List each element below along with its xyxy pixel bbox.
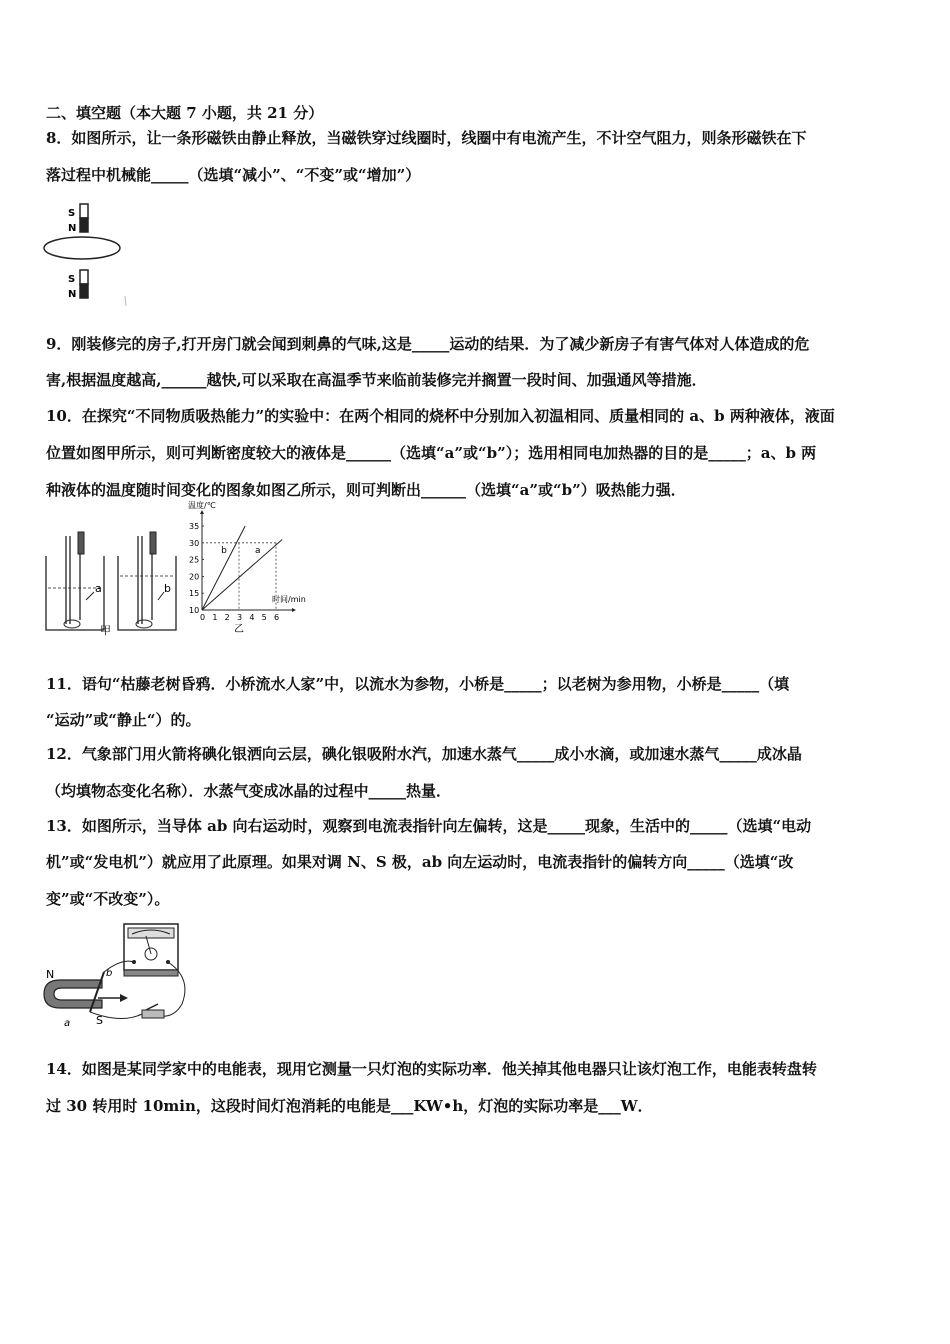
series-line-a: [202, 539, 282, 610]
magnet-bottom-n-label: N: [68, 289, 77, 300]
y-tick-label: 10: [189, 606, 200, 615]
question-8-line-2: 落过程中机械能_____（选填“减小”、“不变”或“增加”）: [46, 166, 421, 184]
beaker-b: [118, 532, 176, 630]
label-a: a: [64, 1018, 71, 1029]
question-10-line-1: 10．在探究“不同物质吸热能力”的实验中：在两个相同的烧杯中分别加入初温相同、质量相同的 a、b 两种液体，液面: [46, 407, 835, 425]
question-12-line-1: 12．气象部门用火箭将碘化银洒向云层，碘化银吸附水汽，加速水蒸气_____成小水滴，或加速水蒸气_____成冰晶: [46, 745, 802, 763]
y-tick-label: 15: [189, 589, 200, 599]
question-11-line-1: 11．语句“枯藤老树昏鸦．小桥流水人家”中，以流水为参物，小桥是_____；以老树为参用物，小桥是_____（填: [46, 675, 790, 693]
x-tick-label: 1: [212, 613, 218, 622]
question-13-line-3: 变”或“不改变”）。: [46, 890, 170, 908]
pole-n-label: N: [46, 968, 55, 981]
question-8-line-1: 8．如图所示，让一条形磁铁由静止释放，当磁铁穿过线圈时，线圈中有电流产生，不计空气阻力，则条形磁铁在下: [46, 129, 807, 147]
x-tick-label: 0: [200, 613, 206, 622]
coil-ring: [44, 237, 120, 259]
beaker-a-label: a: [95, 582, 102, 595]
question-13-line-2: 机”或“发电机”）就应用了此原理。如果对调 N、S 极，ab 向左运动时，电流表指针的偏转方向_____（选填“改: [46, 853, 794, 871]
induction-figure: [42, 918, 192, 1030]
beaker-b-label: b: [164, 582, 171, 595]
magnet-top-s-label: S: [68, 208, 76, 219]
y-tick-label: 30: [189, 538, 200, 548]
question-14-line-2: 过 30 转用时 10min，这段时间灯泡消耗的电能是___KW•h，灯泡的实际功率是___W．: [46, 1097, 653, 1115]
magnet-top-n-label: N: [68, 223, 77, 234]
y-axis-arrow-icon: [200, 510, 204, 514]
question-14-line-1: 14．如图是某同学家中的电能表，现用它测量一只灯泡的实际功率．他关掉其他电器只让该灯泡工作，电能表转盘转: [46, 1060, 817, 1078]
x-tick-label: 4: [249, 613, 255, 622]
question-12-line-2: （均填物态变化名称）．水蒸气变成冰晶的过程中_____热量．: [46, 782, 452, 800]
x-axis-arrow-icon: [292, 608, 296, 612]
x-tick-label: 3: [237, 613, 243, 622]
question-11-line-2: “运动”或“静止“）的。: [46, 711, 201, 729]
y-tick-label: 20: [189, 572, 200, 582]
y-tick-label: 35: [189, 522, 200, 531]
magnet-coil-figure: [40, 198, 140, 310]
pole-s-label: S: [96, 1014, 103, 1027]
magnet-bottom-s-label: S: [68, 274, 76, 285]
temperature-chart: [182, 501, 332, 638]
switch-icon: [142, 1004, 164, 1018]
question-13-line-1: 13．如图所示，当导体 ab 向右运动时，观察到电流表指针向左偏转，这是_____现象，生活中的_____（选填“电动: [46, 817, 812, 835]
y-axis-label: 温度/℃: [188, 501, 216, 510]
x-tick-label: 5: [261, 613, 267, 622]
y-tick-label: 25: [189, 555, 200, 565]
x-tick-label: 2: [224, 613, 230, 622]
label-b: b: [106, 968, 113, 979]
x-tick-label: 6: [274, 613, 280, 622]
beakers-figure: [42, 530, 192, 638]
magnet-bottom: [80, 270, 88, 298]
figure-jia-label: 甲: [100, 624, 111, 637]
question-10-line-3: 种液体的温度随时间变化的图象如图乙所示，则可判断出______（选填“a”或“b”）吸热能力强．: [46, 481, 686, 499]
question-9-line-1: 9．刚装修完的房子,打开房门就会闻到刺鼻的气味,这是_____运动的结果．为了减少新房子有害气体对人体造成的危: [46, 335, 810, 353]
section-title: 二、填空题（本大题 7 小题，共 21 分）: [46, 104, 324, 122]
x-axis-label: 时间/min: [272, 595, 306, 604]
figure-yi-label: 乙: [234, 624, 244, 635]
series-label-b: b: [221, 545, 227, 556]
series-label-a: a: [255, 545, 261, 556]
question-10-line-2: 位置如图甲所示，则可判断密度较大的液体是______（选填“a”或“b”）；选用相同电加热器的目的是_____；a、b 两: [46, 444, 817, 462]
magnet-top: [80, 204, 88, 232]
ammeter-icon: [124, 924, 178, 976]
beaker-a: [46, 532, 104, 630]
question-9-line-2: 害,根据温度越高,______越快,可以采取在高温季节来临前装修完并搁置一段时间、加强通风等措施．: [46, 371, 707, 389]
